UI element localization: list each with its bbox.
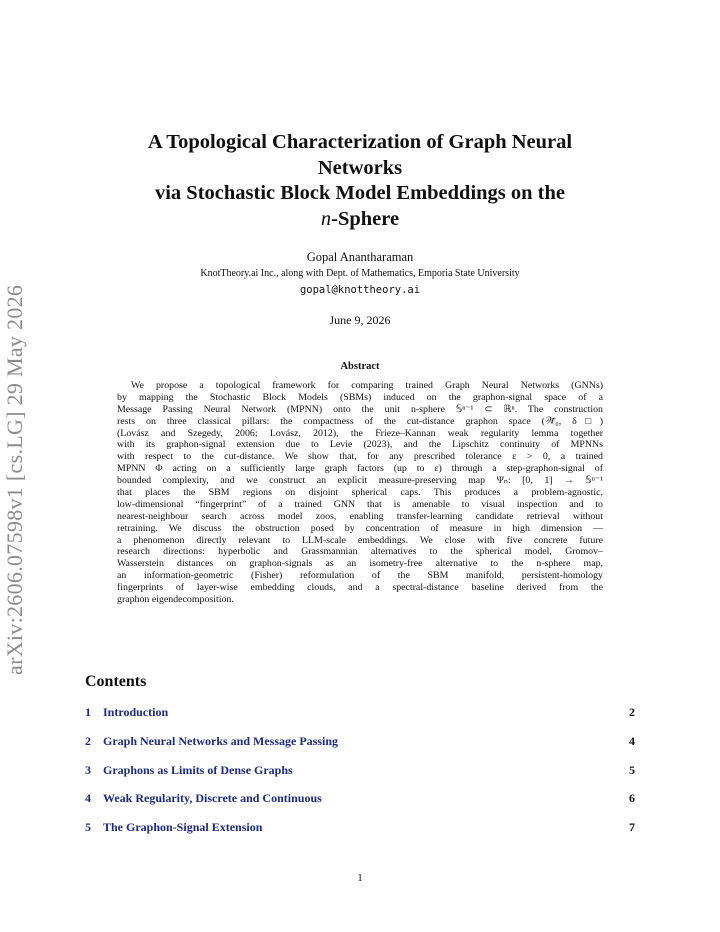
- toc-entry[interactable]: [85, 763, 635, 779]
- title-line: Networks: [317, 156, 403, 179]
- abstract-line: graphon eigendecomposition.: [117, 594, 234, 606]
- toc-title[interactable]: Weak Regularity, Discrete and Continuous: [103, 791, 322, 806]
- toc-num[interactable]: 1: [85, 705, 91, 719]
- toc-entry[interactable]: [85, 705, 635, 721]
- abstract-line: with respect to the cut-distance. We show that, for any prescribed tolerance ε > 0, a trained: [117, 451, 603, 463]
- toc-title[interactable]: The Graphon-Signal Extension: [103, 820, 263, 835]
- abstract-line: retraining. We discuss the obstruction posed by concentration of measure in high dimension —: [117, 522, 603, 534]
- abstract-line: rests on three classical pillars: the compactness of the cut-distance graphon space (𝒲̃₀, δ□): [117, 415, 603, 427]
- arxiv-stamp: arXiv:2606.07598v1 [cs.LG] 29 May 2026: [2, 284, 27, 675]
- paper-date: June 9, 2026: [329, 313, 391, 327]
- toc-entry[interactable]: [85, 734, 635, 750]
- toc-title[interactable]: Graph Neural Networks and Message Passing: [103, 733, 339, 748]
- abstract-line: a phenomenon directly relevant to LLM-scale embeddings. We close with five concrete future: [117, 534, 603, 546]
- toc-num[interactable]: 4: [85, 791, 91, 806]
- abstract-line: with its graphon-signal extension due to Levie (2023), and the Lipschitz continuity of MPNNs: [117, 439, 603, 451]
- toc-entry[interactable]: [85, 820, 635, 836]
- toc-page[interactable]: 5: [629, 762, 635, 777]
- toc-page[interactable]: 4: [629, 733, 635, 748]
- abstract-line: an information-geometric (Fisher) reformulation of the SBM manifold, persistent-homology: [117, 570, 603, 582]
- toc-title[interactable]: Introduction: [103, 705, 169, 719]
- contents-heading: Contents: [85, 673, 147, 690]
- abstract-line: by mapping the Stochastic Block Models (SBMs) induced on the graphon-signal space of a: [117, 391, 603, 403]
- author-email[interactable]: gopal@knottheory.ai: [299, 284, 421, 296]
- title-line: A Topological Characterization of Graph Neural: [147, 131, 573, 153]
- abstract-line: that places the SBM regions on disjoint spherical caps. This produces a problem-agnostic,: [117, 487, 603, 499]
- abstract-line: fingerprints of layer-wise embedding clouds, and a spectral-distance baseline derived from the: [117, 582, 603, 594]
- abstract-line: We propose a topological framework for comparing trained Graph Neural Networks (GNNs): [131, 380, 603, 391]
- author-affiliation: KnotTheory.ai Inc., along with Dept. of Mathematics, Emporia State University: [200, 268, 520, 279]
- title-line: [100, 207, 620, 233]
- abstract-line: research directions: hyperbolic and Grassmannian alternatives to the spherical model, Gromov–: [117, 546, 603, 558]
- abstract-heading: Abstract: [340, 361, 380, 372]
- abstract-body: [117, 380, 603, 606]
- paper-title: [100, 130, 620, 232]
- toc-page[interactable]: 7: [629, 820, 635, 835]
- author-name: Gopal Anantharaman: [306, 250, 414, 264]
- toc-entry[interactable]: [85, 791, 635, 807]
- abstract-line: bounded complexity, and we construct an explicit measure-preserving map Ψₙ: [0, 1] → 𝕊ⁿ⁻¹: [117, 475, 603, 487]
- toc-num[interactable]: 5: [85, 820, 91, 835]
- title-line-end: -Sphere: [331, 207, 400, 230]
- abstract-line: Wasserstein distances on graphon-signals as an isometry-free alternative to the n-sphere map,: [117, 558, 603, 570]
- toc-page[interactable]: 2: [629, 705, 635, 719]
- title-variable: n: [320, 207, 332, 230]
- abstract-line: nearest-neighbour search across model zoos, enabling transfer-learning candidate retrieval without: [117, 510, 603, 522]
- abstract-line: (Lovász and Szegedy, 2006; Lovász, 2012), the Frieze–Kannan weak regularity lemma together: [117, 427, 603, 439]
- toc-title[interactable]: Graphons as Limits of Dense Graphs: [103, 762, 293, 777]
- toc-num[interactable]: 2: [85, 733, 91, 748]
- title-line: via Stochastic Block Model Embeddings on the: [154, 182, 566, 204]
- toc-num[interactable]: 3: [85, 762, 91, 777]
- toc-page[interactable]: 6: [629, 791, 635, 806]
- abstract-line: low-dimensional “fingerprint” of a trained GNN that is amenable to visual inspection and to: [117, 498, 603, 510]
- page-number: 1: [357, 872, 363, 884]
- abstract-line: MPNN Φ acting on a sufficiently large graph factors (up to ε) through a step-graphon-signal of: [117, 463, 603, 475]
- abstract-line: Message Passing Neural Network (MPNN) onto the unit n-sphere 𝕊ⁿ⁻¹ ⊂ ℝⁿ. The construction: [117, 403, 603, 415]
